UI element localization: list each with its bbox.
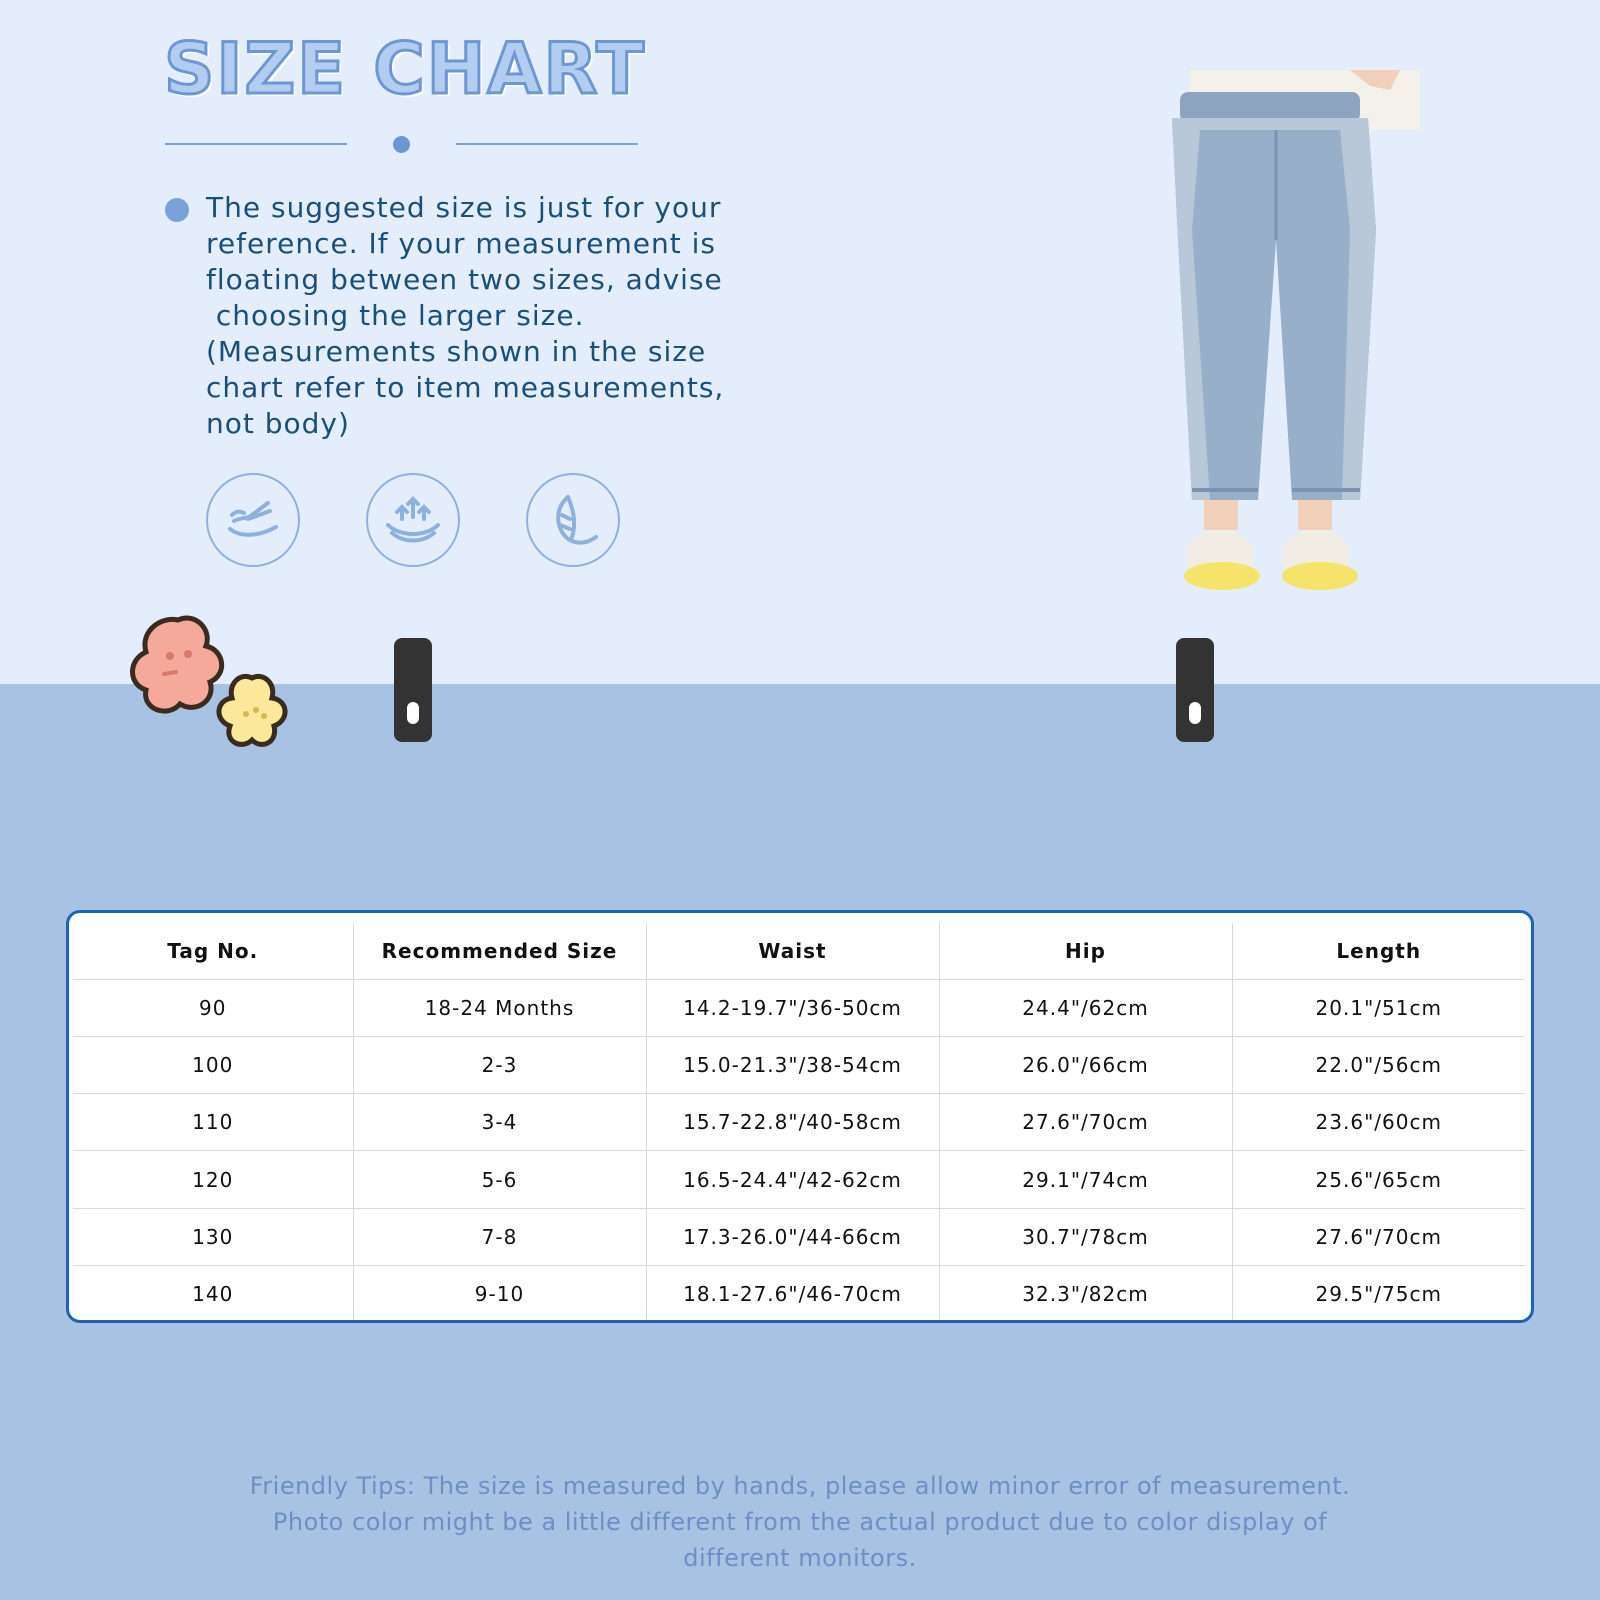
cell-tag-no: 110	[73, 1094, 353, 1151]
cell-waist: 17.3-26.0"/44-66cm	[646, 1208, 939, 1265]
cell-hip: 32.3"/82cm	[939, 1265, 1232, 1322]
stretch-arrows-icon	[366, 473, 460, 567]
note-line: floating between two sizes, advise	[206, 263, 723, 296]
cell-recommended-size: 9-10	[353, 1265, 646, 1322]
table-row	[73, 1094, 1525, 1151]
binder-clip-right	[1176, 638, 1214, 742]
soft-hand-icon	[206, 473, 300, 567]
cell-length: 27.6"/70cm	[1232, 1208, 1525, 1265]
cell-recommended-size: 3-4	[353, 1094, 646, 1151]
cell-tag-no: 100	[73, 1036, 353, 1093]
header-waist: Waist	[646, 923, 939, 979]
cell-recommended-size: 5-6	[353, 1151, 646, 1208]
clip-hole	[407, 702, 419, 724]
header-hip: Hip	[939, 923, 1232, 979]
cell-waist: 15.0-21.3"/38-54cm	[646, 1036, 939, 1093]
divider-right	[456, 143, 638, 145]
cell-length: 29.5"/75cm	[1232, 1265, 1525, 1322]
cell-length: 25.6"/65cm	[1232, 1151, 1525, 1208]
divider-dot	[393, 136, 410, 153]
cell-waist: 16.5-24.4"/42-62cm	[646, 1151, 939, 1208]
bullet-dot	[165, 198, 189, 222]
cell-recommended-size: 2-3	[353, 1036, 646, 1093]
table-row	[73, 1036, 1525, 1093]
size-table-card	[66, 910, 1534, 1323]
header-length: Length	[1232, 923, 1525, 979]
note-line: reference. If your measurement is	[206, 227, 716, 260]
header-recommended-size: Recommended Size	[353, 923, 646, 979]
table-header-row	[73, 923, 1525, 979]
header-tag-no: Tag No.	[167, 938, 259, 963]
cell-hip: 30.7"/78cm	[939, 1208, 1232, 1265]
clip-hole	[1189, 702, 1201, 724]
size-note	[206, 190, 856, 442]
product-photo	[1080, 70, 1420, 610]
flower-stickers	[120, 612, 310, 762]
cell-hip: 26.0"/66cm	[939, 1036, 1232, 1093]
cell-length: 22.0"/56cm	[1232, 1036, 1525, 1093]
cell-tag-no: 90	[73, 979, 353, 1036]
cell-tag-no: 120	[73, 1151, 353, 1208]
feather-icon	[526, 473, 620, 567]
tips-line: Photo color might be a little different from the actual product due to color display of	[272, 1508, 1328, 1536]
cell-hip: 27.6"/70cm	[939, 1094, 1232, 1151]
cell-length: 20.1"/51cm	[1232, 979, 1525, 1036]
cell-waist: 15.7-22.8"/40-58cm	[646, 1094, 939, 1151]
divider-left	[165, 143, 347, 145]
table-row	[73, 1265, 1525, 1322]
cell-waist: 18.1-27.6"/46-70cm	[646, 1265, 939, 1322]
cell-hip: 29.1"/74cm	[939, 1151, 1232, 1208]
cell-waist: 14.2-19.7"/36-50cm	[646, 979, 939, 1036]
tips-line: different monitors.	[683, 1544, 917, 1572]
binder-clip-left	[394, 638, 432, 742]
table-row	[73, 979, 1525, 1036]
size-table	[73, 923, 1525, 1323]
cell-tag-no: 140	[73, 1265, 353, 1322]
size-chart-title: SIZE CHART	[164, 28, 647, 110]
tips-line: Friendly Tips: The size is measured by hands, please allow minor error of measurement.	[249, 1472, 1351, 1500]
cell-hip: 24.4"/62cm	[939, 979, 1232, 1036]
note-line: (Measurements shown in the size	[206, 335, 707, 368]
table-row	[73, 1151, 1525, 1208]
cell-recommended-size: 7-8	[353, 1208, 646, 1265]
table-row	[73, 1208, 1525, 1265]
note-line: not body)	[206, 407, 350, 440]
note-line: chart refer to item measurements,	[206, 371, 725, 404]
note-line: choosing the larger size.	[206, 299, 585, 332]
cell-tag-no: 130	[73, 1208, 353, 1265]
cell-recommended-size: 18-24 Months	[353, 979, 646, 1036]
note-line: The suggested size is just for your	[206, 191, 722, 224]
friendly-tips	[100, 1468, 1500, 1576]
cell-length: 23.6"/60cm	[1232, 1094, 1525, 1151]
